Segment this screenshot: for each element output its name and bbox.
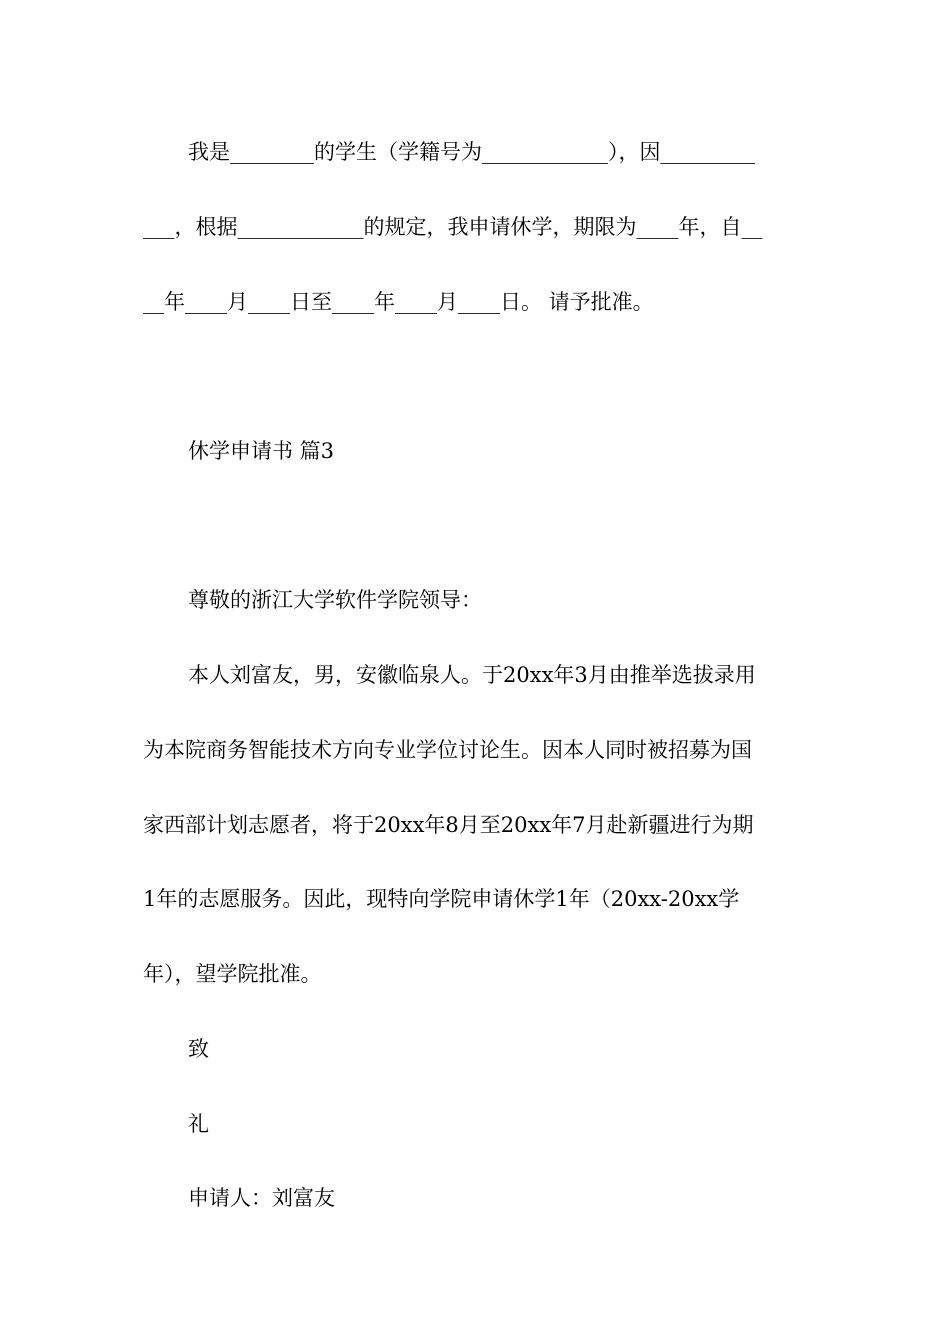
body-line-2: 为本院商务智能技术方向专业学位讨论生。因本人同时被招募为国	[143, 738, 752, 762]
body-line-5: 年），望学院批准。	[143, 962, 322, 986]
closing-li: 礼	[188, 1112, 209, 1136]
salutation: 尊敬的浙江大学软件学院领导：	[188, 588, 482, 612]
form-line-3: __年____月____日至____年____月____日。 请予批准。	[143, 290, 654, 314]
closing-zhi: 致	[188, 1037, 209, 1061]
form-line-1: 我是________的学生（学籍号为____________），因_________	[188, 140, 755, 164]
form-line-2: ___，根据____________的规定，我申请休学，期限为____年，自__	[143, 215, 763, 239]
body-line-3: 家西部计划志愿者，将于20xx年8月至20xx年7月赴新疆进行为期	[143, 813, 754, 837]
body-line-1: 本人刘富友，男，安徽临泉人。于20xx年3月由推举选拔录用	[188, 663, 756, 687]
body-line-4: 1年的志愿服务。因此，现特向学院申请休学1年（20xx-20xx学	[143, 887, 740, 911]
signature: 申请人：刘富友	[188, 1186, 335, 1210]
section-title: 休学申请书 篇3	[188, 439, 335, 463]
